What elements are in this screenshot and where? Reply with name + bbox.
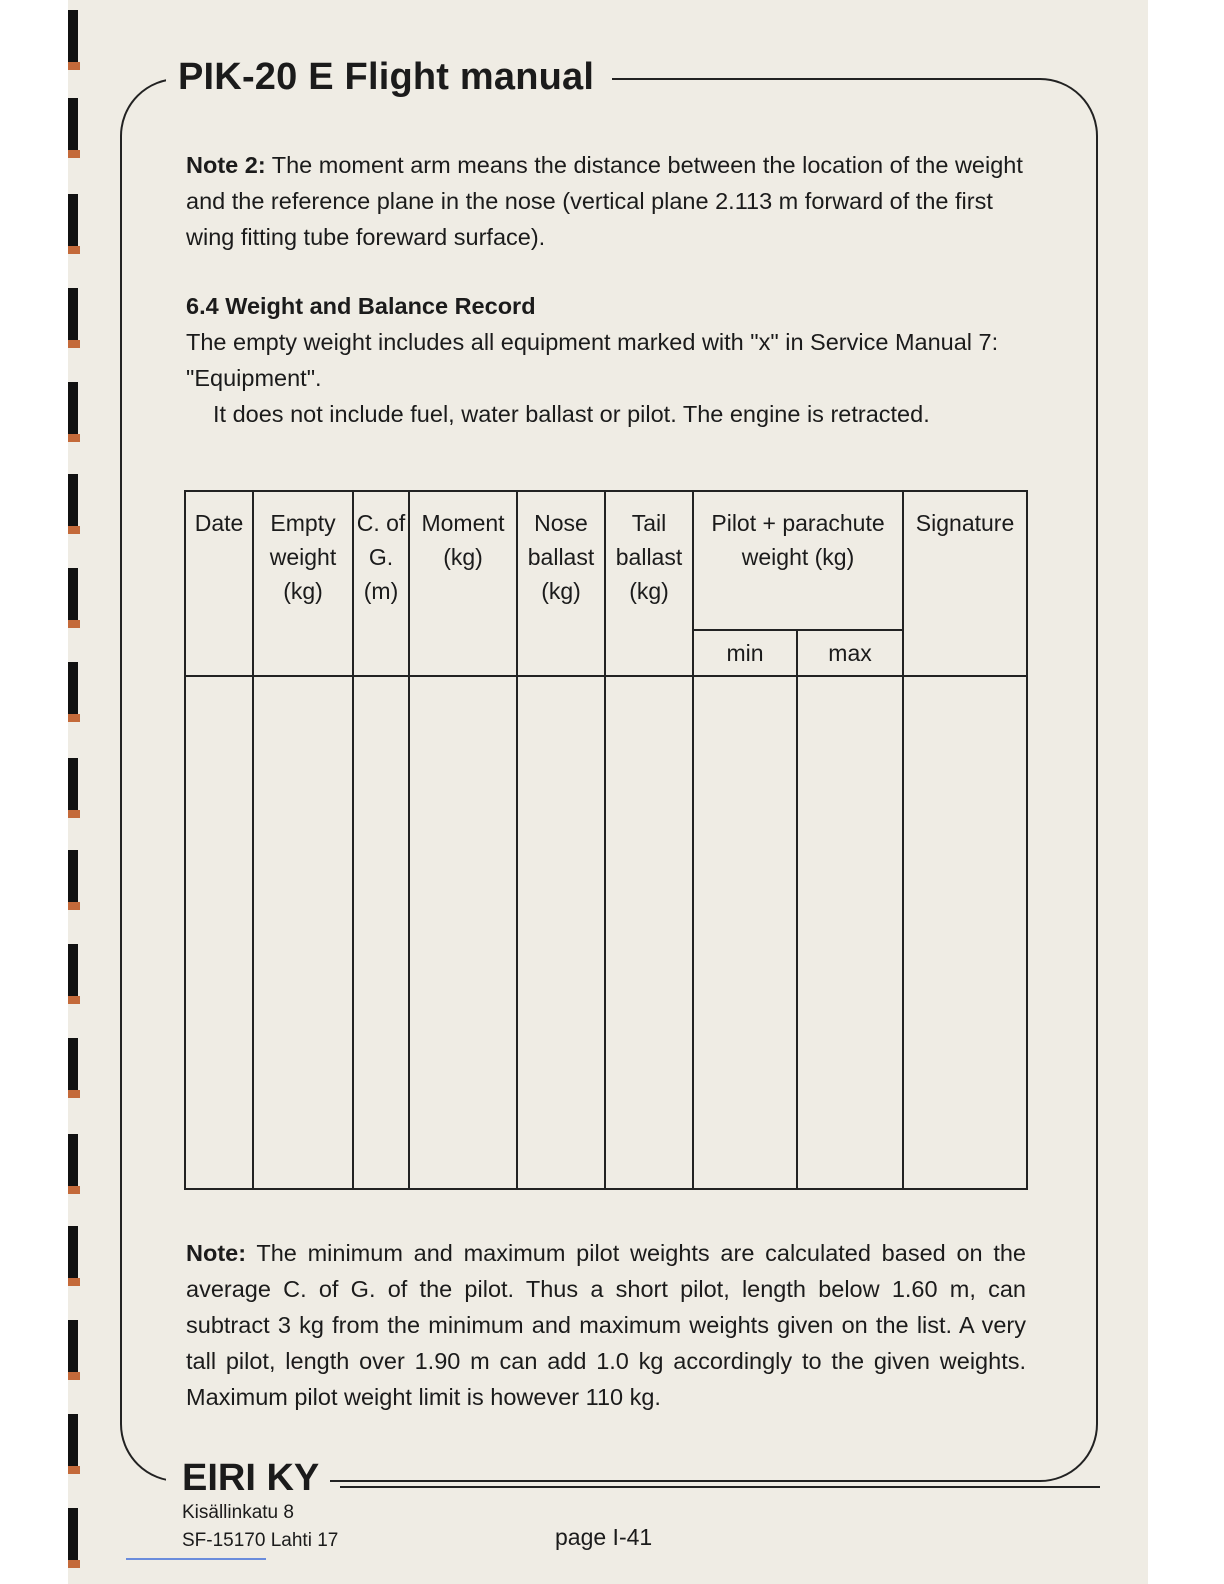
table-cell-signature (903, 676, 1027, 1189)
note-2-label: Note 2: (186, 152, 266, 178)
table-cell-date (185, 676, 253, 1189)
col-header-pilot-weight: Pilot + parachute weight (kg) (711, 510, 885, 570)
page-number: page I-41 (555, 1524, 653, 1550)
col-header-nose-ballast: Nose ballast (kg) (527, 510, 595, 604)
note-text: The minimum and maximum pilot weights are calculated based on the average C. of G. of the pilot. Thus a short pilot, length below 1.60 m, can subtract 3 kg from the minimum and maximum weights given on the list. A very tall pilot, length over 1.90 m can add 1.0 kg accordingly to the given weights. Maximum pilot weight limit is however 110 kg. (186, 1240, 1026, 1410)
note-2-text: The moment arm means the distance between the location of the weight and the reference plane in the nose (vertical plane 2.113 m forward of the first wing fitting tube foreward surface). (186, 152, 1023, 250)
company-brand: EIRI KY (182, 1457, 320, 1499)
table-cell-empty-weight (253, 676, 353, 1189)
col-header-signature: Signature (915, 510, 1015, 536)
pilot-weight-note (186, 1235, 1026, 1415)
col-header-moment: Moment (kg) (421, 510, 505, 570)
section-heading: 6.4 Weight and Balance Record (186, 293, 536, 319)
table-cell-nose-ballast (517, 676, 605, 1189)
note-2 (186, 147, 1026, 255)
table-cell-cog (353, 676, 409, 1189)
col-header-tail-ballast: Tail ballast (kg) (615, 510, 683, 604)
table-row (185, 676, 1027, 1189)
col-header-empty-weight: Empty weight (kg) (269, 510, 337, 604)
col-header-max: max (797, 630, 903, 676)
footer-rule (340, 1486, 1100, 1488)
table-cell-tail-ballast (605, 676, 693, 1189)
binding-holes (68, 0, 82, 1584)
section-paragraph-2: It does not include fuel, water ballast or pilot. The engine is retracted. (213, 401, 930, 427)
weight-balance-table (184, 490, 1028, 1190)
scan-mark (126, 1558, 266, 1560)
table-cell-max (797, 676, 903, 1189)
note-label: Note: (186, 1240, 247, 1266)
table-cell-moment (409, 676, 517, 1189)
page-title: PIK-20 E Flight manual (178, 56, 595, 98)
section-paragraph-1: The empty weight includes all equipment marked with "x" in Service Manual 7: "Equipment". (186, 329, 999, 391)
weight-balance-section (186, 288, 1026, 432)
address-city: SF-15170 Lahti 17 (182, 1530, 339, 1551)
address-street: Kisällinkatu 8 (182, 1502, 294, 1523)
table-cell-min (693, 676, 797, 1189)
col-header-cog: C. of G. (m) (356, 510, 406, 604)
col-header-min: min (693, 630, 797, 676)
col-header-date: Date (194, 510, 244, 536)
